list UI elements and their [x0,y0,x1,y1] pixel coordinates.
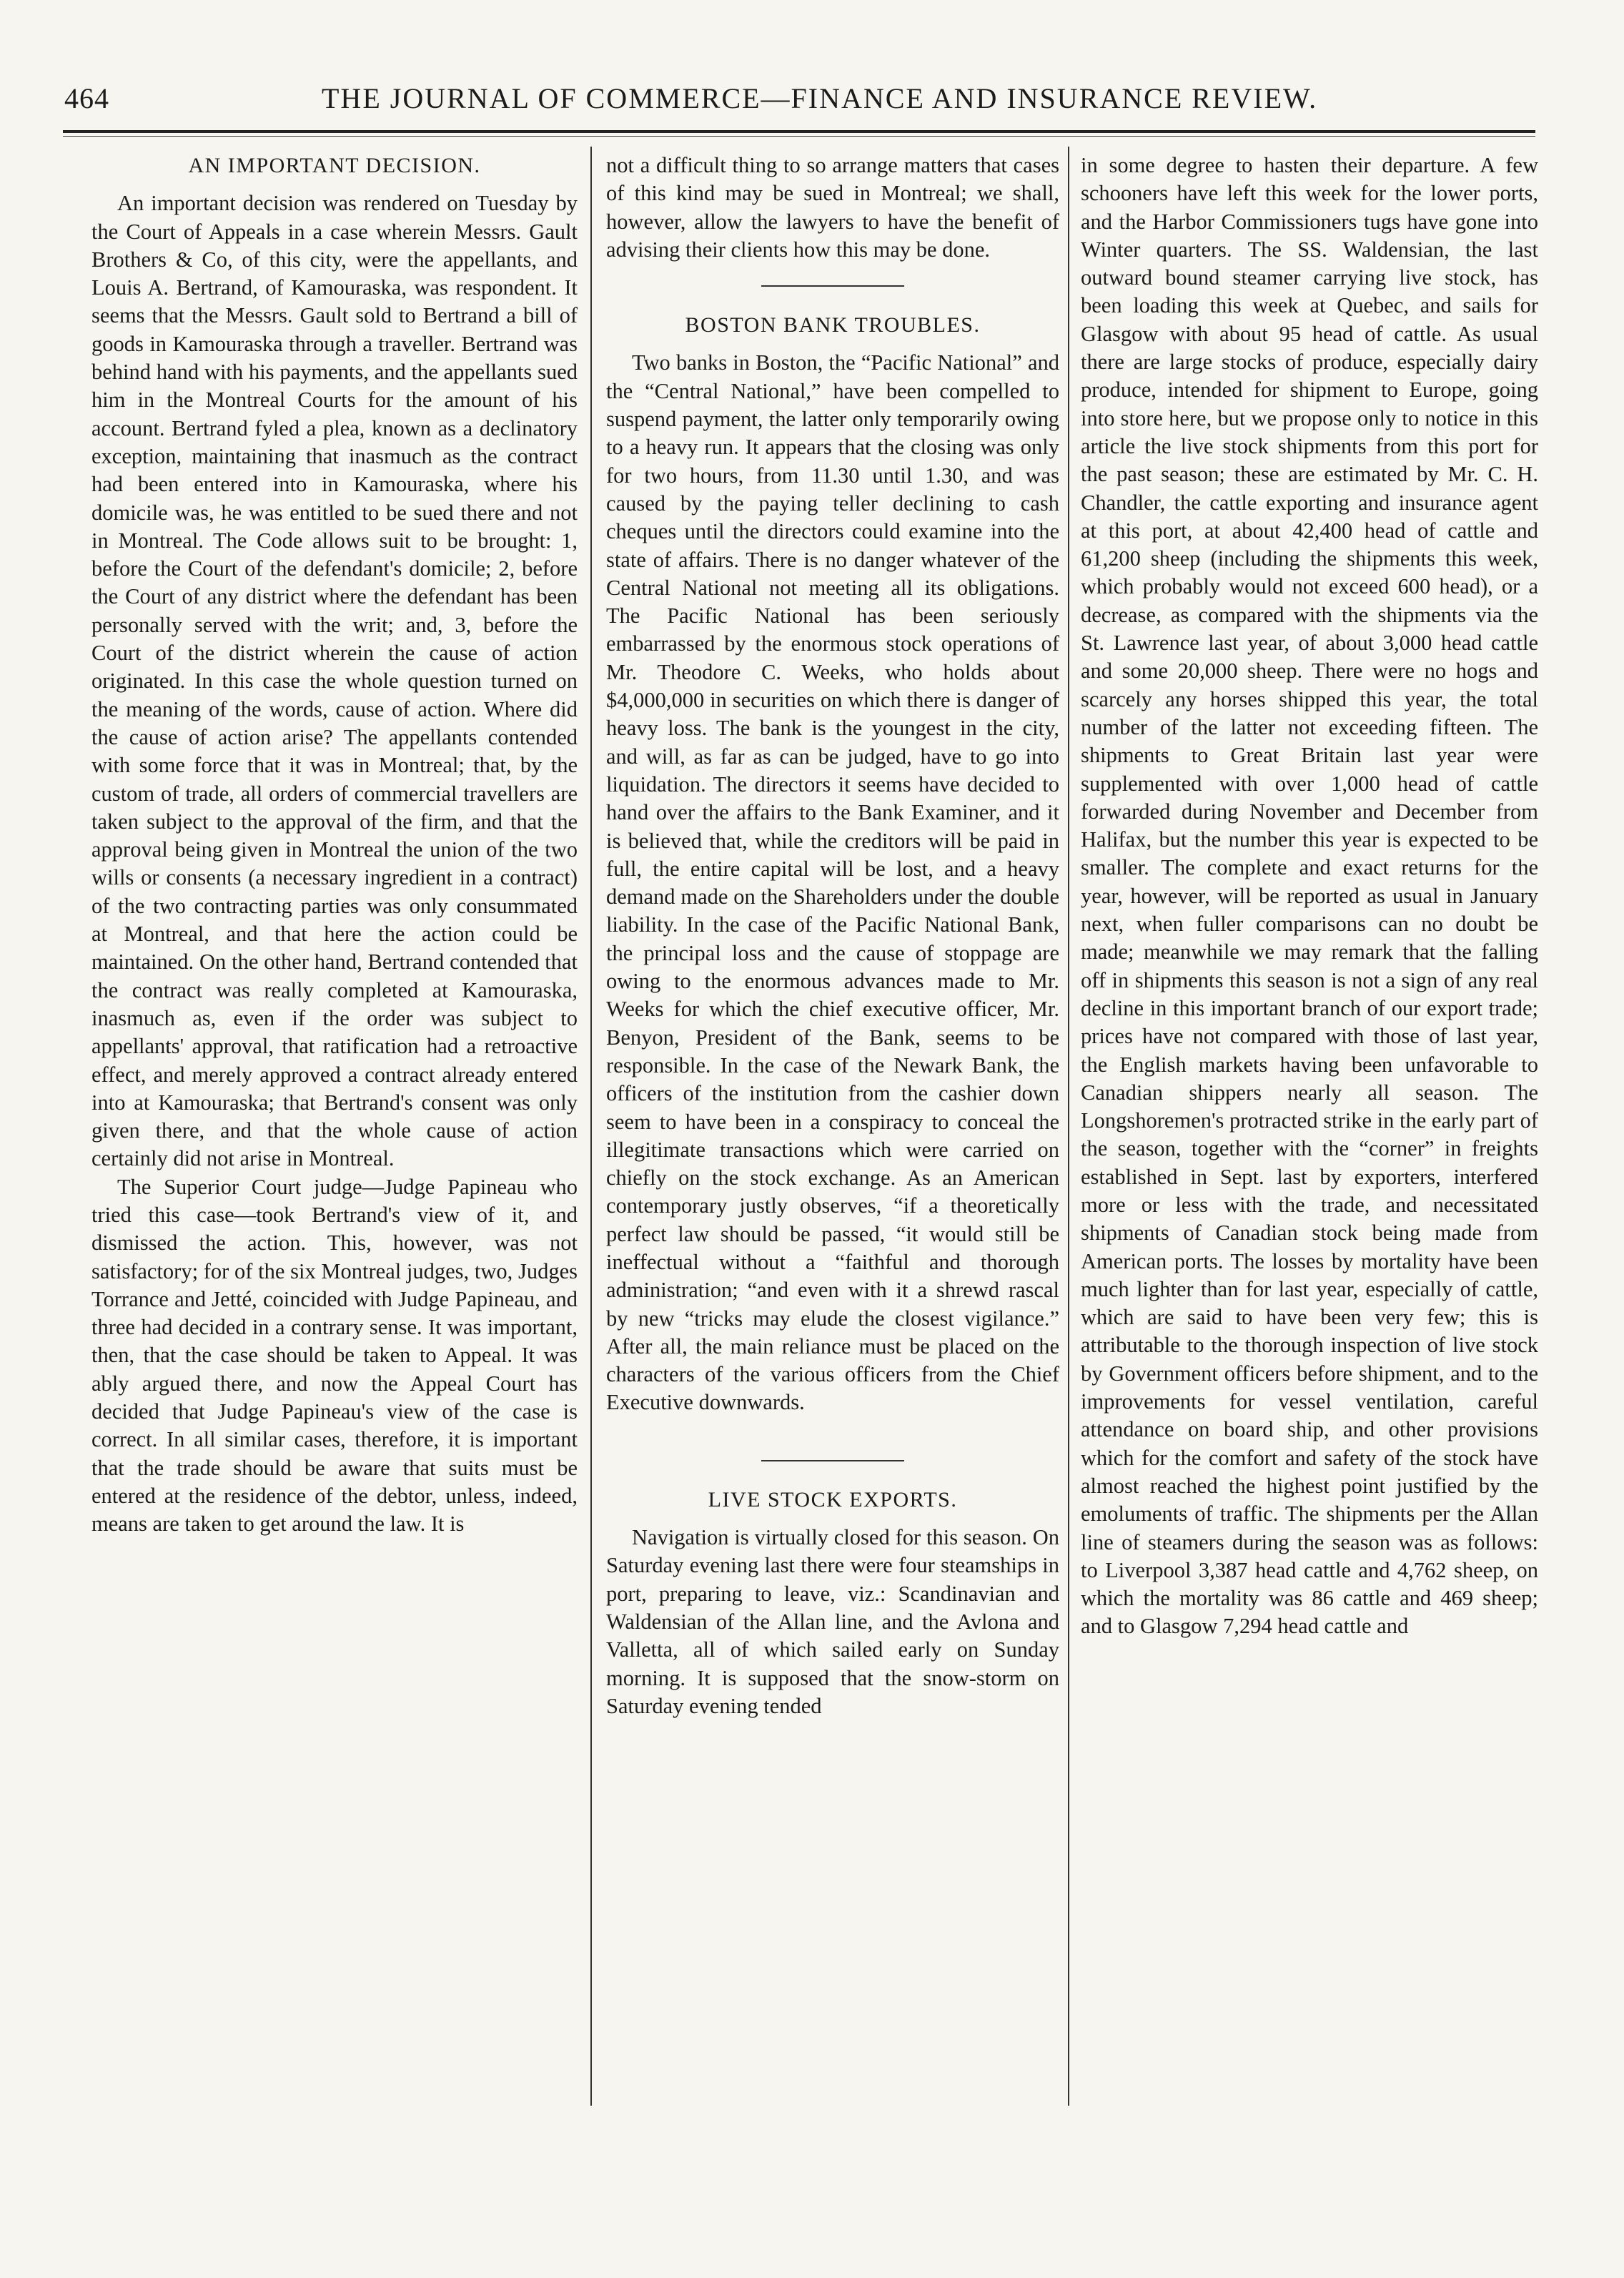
article-paragraph: An important decision was rendered on Tuesday by the Court of Appeals in a case wherein Messrs. Gault Brothers & Co, of this city, were the appellants, and Louis A. Bertrand, of Kamouraska, was respondent. It seems that the Messrs. Gault sold to Bertrand a bill of goods in Kamouraska through a traveller. Bertrand was behind hand with his payments, and the appellants sued him in the Montreal Courts for the amount of his account. Bertrand fyled a plea, known as a declinatory exception, maintaining that inasmuch as the contract had been entered into in Kamouraska, where his domicile was, he was entitled to be sued there and not in Montreal. The Code allows suit to be brought: 1, before the Court of the defendant's domicile; 2, before the Court of any district where the defendant has been personally served with the writ; and, 3, before the Court of the district wherein the cause of action originated. In this case the whole question turned on the meaning of the words, cause of action. Where did the cause of action arise? The appellants contended with some force that it was in Montreal; that, by the custom of trade, all orders of commercial travellers are taken subject to the approval of the firm, and that the approval being given in Montreal the union of the two wills or consents (a necessary ingredient in a contract) of the two contracting parties was only consummated at Montreal, and that here the action could be maintained. On the other hand, Bertrand contended that the contract was really completed at Kamouraska, inasmuch as, even if the order was subject to appellants' approval, that ratification had a retroactive effect, and merely approved a contract already entered into at Kamouraska; that Bertrand's consent was only given there, and that the whole cause of action certainly did not arise in Montreal. [91,191,578,1171]
page-header [64,77,1530,127]
header-rule [63,130,1535,133]
article-continuation: not a difficult thing to so arrange matters that cases of this kind may be sued in Montreal; we shall, however, allow the lawyers to have the benefit of advising their clients how this may be done. [606,153,1059,262]
page-number: 464 [64,82,109,114]
column-divider-2 [1068,147,1069,2106]
article-heading-important-decision: AN IMPORTANT DECISION. [188,154,481,177]
column-3 [1081,152,1538,1641]
article-separator [761,285,904,287]
article-paragraph: The Superior Court judge—Judge Papineau who tried this case—took Bertrand's view of it, and dismissed the action. This, however, was not satisfactory; for of the six Montreal judges, two, Judges Torrance and Jetté, coincided with Judge Papineau, and three had decided in a contrary sense. It was important, then, that the case should be taken to Appeal. It was ably argued there, and now the Appeal Court has decided that Judge Papineau's view of the case is correct. In all similar cases, therefore, it is important that the trade should be aware that suits must be entered at the residence of the debtor, unless, indeed, means are taken to get around the law. It is [91,1174,578,1537]
column-2 [606,152,1059,1720]
article-heading-live-stock: LIVE STOCK EXPORTS. [708,1487,958,1512]
article-continuation: in some degree to hasten their departure. A few schooners have left this week for the lower ports, and the Harbor Commissioners tugs have gone into Winter quarters. The SS. Waldensian, the last outward bound steamer carrying live stock, has been loading this week at Quebec, and sails for Glasgow with about 95 head of cattle. As usual there are large stocks of produce, especially dairy produce, intended for shipment to Europe, going into store here, but we propose only to notice in this article the live stock shipments from this port for the past season; these are estimated by Mr. C. H. Chandler, the cattle exporting and insurance agent at this port, at about 42,400 head of cattle and 61,200 sheep (including the shipments this week, which probably would not exceed 600 head), or a decrease, as compared with the shipments via the St. Lawrence last year, of about 3,000 head cattle and some 20,000 sheep. There were no hogs and scarcely any horses shipped this year, the total number of the latter not exceeding fifteen. The shipments to Great Britain last year were supplemented with over 1,000 head of cattle forwarded during November and December from Halifax, but the number this year is expected to be smaller. The complete and exact returns for the year, however, will be reported as usual in January next, when fuller comparisons can no doubt be made; meanwhile we may remark that the falling off in shipments this season is not a sign of any real decline in this important branch of our export trade; prices have not compared with those of last year, the English markets having been unfavorable to Canadian shippers nearly all season. The Longshoremen's protracted strike in the early part of the season, together with the “corner” in freights established in Sept. last by exporters, interfered more or less with the trade, and necessitated shipments of Canadian stock being made from American ports. The losses by mortality have been much lighter than for last year, especially of cattle, which are said to have been very few; this is attributable to the thorough inspection of live stock by Government officers before shipment, and to the improvements for vessel ventilation, careful attendance on board ship, and other provisions which for the comfort and safety of the stock have almost reached the highest point justified by the emoluments of traffic. The shipments per the Allan line of steamers during the season was as follows: to Liverpool 3,387 head cattle and 4,762 sheep, on which the mortality was 86 cattle and 469 sheep; and to Glasgow 7,294 head cattle and [1081,153,1538,1639]
column-divider-1 [590,147,592,2106]
header-rule-thin [63,136,1535,137]
article-heading-boston-bank: BOSTON BANK TROUBLES. [685,313,981,337]
article-separator [761,1460,904,1461]
column-1 [91,152,578,1539]
journal-title: THE JOURNAL OF COMMERCE—FINANCE AND INSURANCE REVIEW. [322,82,1318,114]
article-paragraph: Navigation is virtually closed for this season. On Saturday evening last there were four steamships in port, preparing to leave, viz.: Scandinavian and Waldensian of the Allan line, and the Avlona and Valletta, all of which sailed early on Sunday morning. It is supposed that the snow-storm on Saturday evening tended [606,1525,1059,1718]
article-paragraph: Two banks in Boston, the “Pacific National” and the “Central National,” have been compelled to suspend payment, the latter only temporarily owing to a heavy run. It appears that the closing was only for two hours, from 11.30 until 1.30, and was caused by the paying teller declining to cash cheques until the directors could examine into the state of affairs. There is no danger whatever of the Central National not meeting all its obligations. The Pacific National has been seriously embarrassed by the enormous stock operations of Mr. Theodore C. Weeks, who holds about $4,000,000 in securities on which there is danger of heavy loss. The bank is the youngest in the city, and will, as far as can be judged, have to go into liquidation. The directors it seems have decided to hand over the affairs to the Bank Examiner, and it is believed that, while the creditors will be paid in full, the entire capital will be lost, and a heavy demand made on the Shareholders under the double liability. In the case of the Pacific National Bank, the principal loss and the cause of stoppage are owing to the enormous advances made to Mr. Weeks for which the chief executive officer, Mr. Benyon, President of the Bank, seems to be responsible. In the case of the Newark Bank, the officers of the institution from the cashier down seem to have been in a conspiracy to conceal the illegitimate transactions which were carried on chiefly on the stock exchange. As an American contemporary justly observes, “if a theoretically perfect law should be passed, “it would still be ineffectual without a “faithful and thorough administration; “and even with it a shrewd rascal by new “tricks may elude the closest vigilance.” After all, the main reliance must be placed on the characters of the various officers from the Chief Executive downwards. [606,350,1059,1415]
